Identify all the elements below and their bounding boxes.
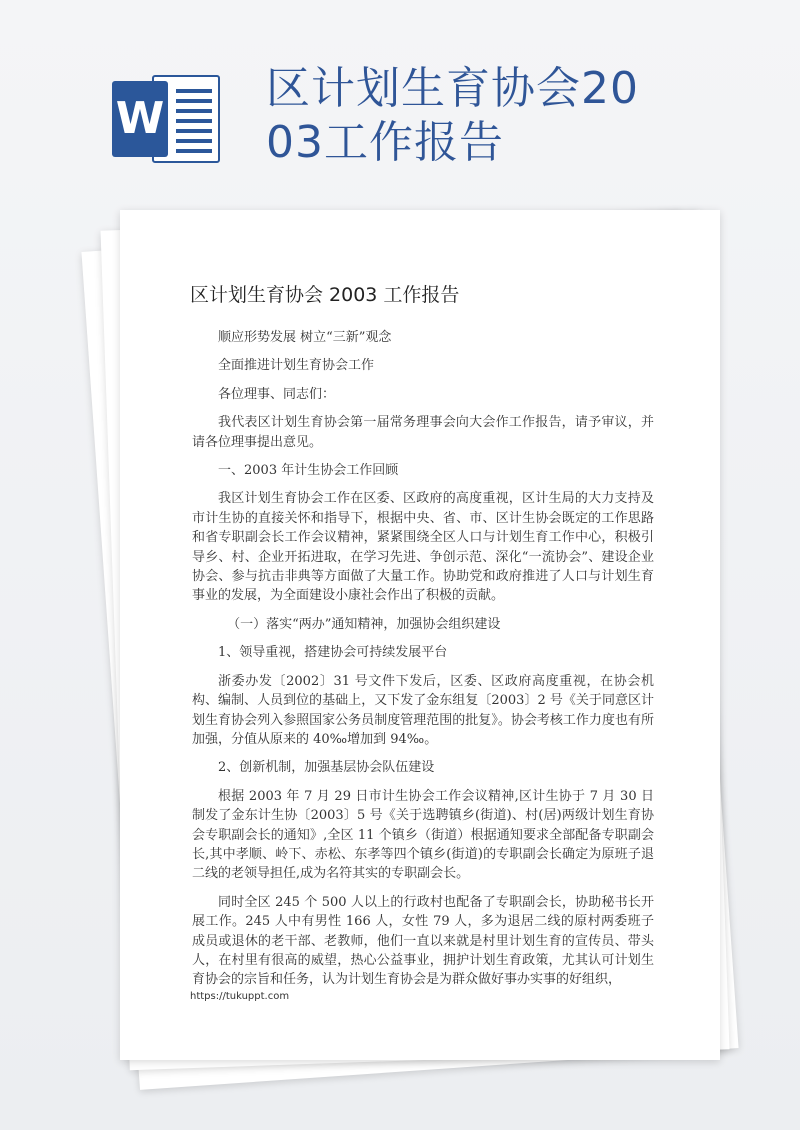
body-paragraph: 我代表区计划生育协会第一届常务理事会向大会作工作报告，请予审议，并请各位理事提出意见。 <box>192 415 654 450</box>
source-url: https://tukuppt.com <box>190 991 290 1002</box>
body-paragraph: 浙委办发〔2002〕31 号文件下发后，区委、区政府高度重视，在协会机构、编制、人员到位的基础上，又下发了金东组复〔2003〕2 号《关于同意区计划生育协会列入参照国家公务员制度管理范围的批复》。协会考核工作力度也有所加强，分值从原来的 40‰增加到 94‰。 <box>192 673 654 747</box>
body-paragraph: 同时全区 245 个 500 人以上的行政村也配备了专职副会长，协助秘书长开展工作。245 人中有男性 166 人，女性 79 人，多为退居二线的原村两委班子成员或退休的老干部、老教师，他们一直以来就是村里计划生育的宣传员、带头人，在村里有很高的威望，热心公益事业，拥护计划生育政策，尤其认可计划生育协会的宗旨和任务，认为计划生育协会是为群众做好事办实事的好组织， <box>192 894 654 988</box>
word-icon-letter: W <box>112 81 168 157</box>
header-banner <box>0 0 800 200</box>
page-title: 区计划生育协会2003工作报告 <box>266 63 639 168</box>
body-paragraph: 根据 2003 年 7 月 29 日市计生协会工作会议精神,区计生协于 7 月 30 日制发了金东计生协〔2003〕5 号《关于选聘镇乡(街道)、村(居)两级计划生育协会专职副会长的通知》,全区 11 个镇乡（街道）根据通知要求全部配备专职副会长,其中孝顺、岭下、赤松、东孝等四个镇乡(街道)的专职副会长确定为原班子退二线的老领导担任,成为名符其实的专职副会长。 <box>192 788 654 882</box>
subsection-heading: （一）落实“两办”通知精神，加强协会组织建设 <box>227 616 501 632</box>
word-document-icon <box>112 75 222 163</box>
subtitle-line: 顺应形势发展 树立“三新”观念 <box>218 330 392 345</box>
document-title: 区计划生育协会 2003 工作报告 <box>190 284 460 306</box>
body-paragraph: 我区计划生育协会工作在区委、区政府的高度重视，区计生局的大力支持及市计生协的直接关怀和指导下，根据中央、省、市、区计生协会既定的工作思路和省专职副会长工作会议精神，紧紧围绕全区人口与计划生育工作中心，积极引导乡、村、企业开拓进取，在学习先进、争创示范、深化“一流协会”、建设企业协会、参与抗击非典等方面做了大量工作。协助党和政府推进了人口与计划生育事业的发展，为全面建设小康社会作出了积极的贡献。 <box>192 491 654 604</box>
subtitle-line: 全面推进计划生育协会工作 <box>218 358 375 374</box>
salutation: 各位理事、同志们： <box>218 386 336 402</box>
item-heading: 2、创新机制，加强基层协会队伍建设 <box>218 760 435 776</box>
item-heading: 1、领导重视，搭建协会可持续发展平台 <box>218 645 448 661</box>
section-heading: 一、2003 年计生协会工作回顾 <box>218 463 399 479</box>
document-page <box>120 210 720 1060</box>
document-body <box>192 328 654 999</box>
